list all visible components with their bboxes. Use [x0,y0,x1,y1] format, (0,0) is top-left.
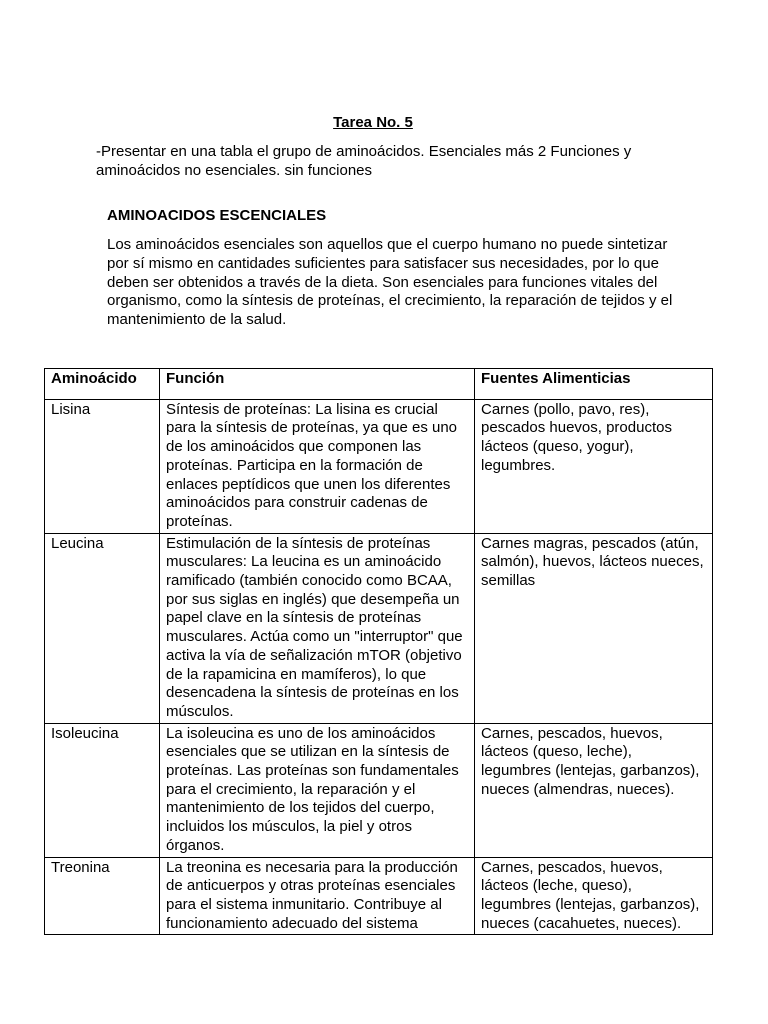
amino-acid-sources: Carnes, pescados, huevos, lácteos (queso, leche), legumbres (lentejas, garbanzos), nueces (almendras, nueces). [475,723,713,857]
amino-acid-name: Lisina [45,399,160,533]
amino-acid-sources: Carnes, pescados, huevos, lácteos (leche, queso), legumbres (lentejas, garbanzos), nueces (cacahuetes, nueces). [475,857,713,935]
table-row [45,399,713,533]
table-row [45,857,713,935]
amino-acid-function: Síntesis de proteínas: La lisina es crucial para la síntesis de proteínas, ya que es uno de los aminoácidos que componen las proteínas. Participa en la formación de enlaces peptídicos que unen los diferentes aminoácidos para construir cadenas de proteínas. [160,399,475,533]
amino-acid-function: La isoleucina es uno de los aminoácidos esenciales que se utilizan en la síntesis de proteínas. Las proteínas son fundamentales para el crecimiento, la reparación y el mantenimiento de los tejidos del cuerpo, incluidos los músculos, la piel y otros órganos. [160,723,475,857]
amino-acid-function: Estimulación de la síntesis de proteínas musculares: La leucina es un aminoácido ramificado (también conocido como BCAA, por sus siglas en inglés) que desempeña un papel clave en la síntesis de proteínas musculares. Actúa como un "interruptor" que activa la vía de señalización mTOR (objetivo de la rapamicina en mamíferos), lo que desencadena la síntesis de proteínas en los músculos. [160,533,475,723]
header-food-sources: Fuentes Alimenticias [475,369,713,400]
intro-paragraph: Los aminoácidos esenciales son aquellos que el cuerpo humano no puede sintetizar por sí mismo en cantidades suficientes para satisfacer sus necesidades, por lo que deben ser obtenidos a través de la dieta. Son esenciales para funciones vitales del organismo, como la síntesis de proteínas, el crecimiento, la reparación de tejidos y el mantenimiento de la salud. [107,236,673,329]
amino-acid-function: La treonina es necesaria para la producción de anticuerpos y otras proteínas esenciales para el sistema inmunitario. Contribuye al funcionamiento adecuado del sistema [160,857,475,935]
amino-acid-name: Leucina [45,533,160,723]
table-row [45,723,713,857]
amino-acid-sources: Carnes (pollo, pavo, res), pescados huevos, productos lácteos (queso, yogur), legumbres. [475,399,713,533]
table-header-row [45,369,713,400]
header-amino-acid: Aminoácido [45,369,160,400]
amino-acid-name: Isoleucina [45,723,160,857]
assignment-instructions: -Presentar en una tabla el grupo de aminoácidos. Esenciales más 2 Funciones y aminoácidos no esenciales. sin funciones [96,143,632,179]
section-heading: AMINOACIDOS ESCENCIALES [107,207,327,224]
table-row [45,533,713,723]
document-title: Tarea No. 5 [333,114,413,131]
amino-acid-sources: Carnes magras, pescados (atún, salmón), huevos, lácteos nueces, semillas [475,533,713,723]
amino-acid-table [44,368,713,935]
amino-acid-name: Treonina [45,857,160,935]
header-function: Función [160,369,475,400]
